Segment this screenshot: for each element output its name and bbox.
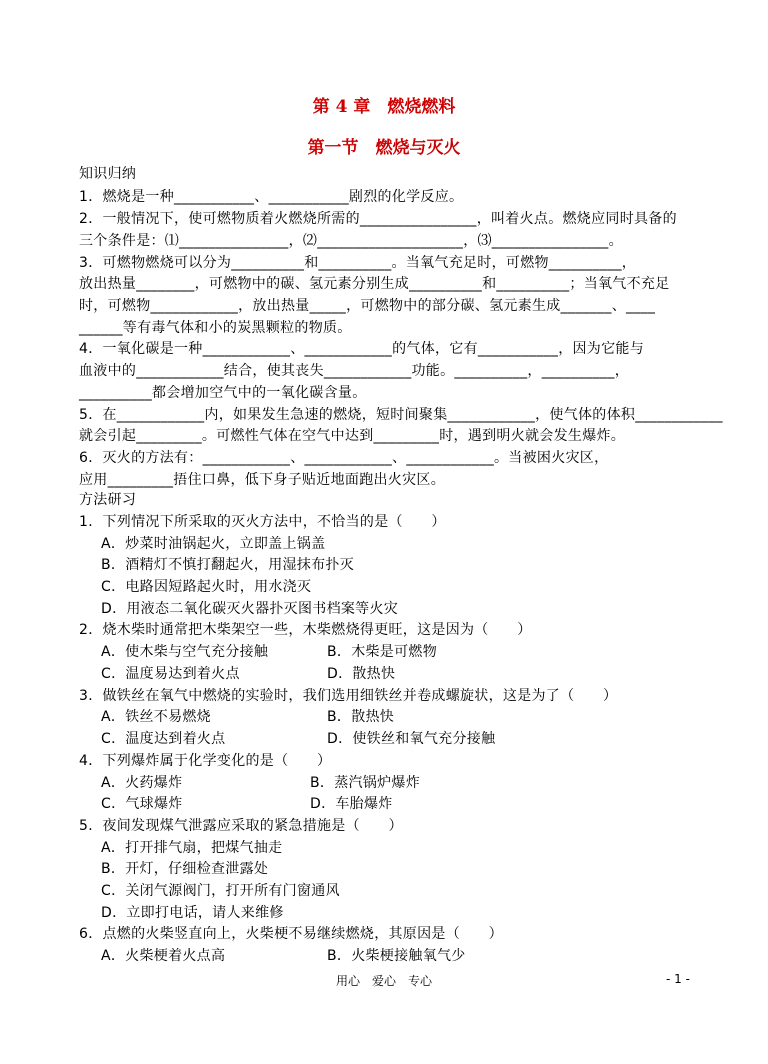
question-stem: 3．做铁丝在氧气中燃烧的实验时，我们选用细铁丝并卷成螺旋状，这是为了（ ）	[79, 688, 618, 704]
question-stem: 6．点燃的火柴竖直向上，火柴梗不易继续燃烧，其原因是（ ）	[79, 926, 503, 942]
option-d: D．使铁丝和氧气充分接触	[327, 731, 496, 747]
methods-heading: 方法研习	[79, 492, 137, 508]
knowledge-line: 就会引起_________。可燃性气体在空气中达到_________时，遇到明火就会发生爆炸。	[79, 428, 626, 444]
option-d: D．车胎爆炸	[310, 796, 393, 812]
option-b: B．蒸汽锅炉爆炸	[310, 775, 421, 791]
option-a: A．火柴梗着火点高	[101, 948, 226, 964]
option-b: B．火柴梗接触氧气少	[327, 948, 466, 964]
knowledge-line: 时，可燃物____________，放出热量_____，可燃物中的部分碳、氢元素生成_______、____	[79, 298, 656, 314]
knowledge-line: 6．灭火的方法有：____________、____________、____________。当被困火灾区，	[79, 450, 609, 466]
option-c: C．温度达到着火点	[101, 731, 226, 747]
knowledge-line: ______等有毒气体和小的炭黑颗粒的物质。	[79, 320, 352, 336]
question-stem: 1．下列情况下所采取的灭火方法中，不恰当的是（ ）	[79, 514, 446, 530]
knowledge-line: 4．一氧化碳是一种____________、____________的气体，它有___________，因为它能与	[79, 341, 645, 357]
knowledge-line: 血液中的____________结合，使其丧失____________功能。__________，__________，	[79, 363, 629, 379]
option-a: A．火药爆炸	[101, 775, 183, 791]
option-a: A．打开排气扇，把煤气抽走	[101, 840, 283, 856]
question-stem: 2．烧木柴时通常把木柴架空一些，木柴燃烧得更旺，这是因为（ ）	[79, 622, 532, 638]
knowledge-line: 1．燃烧是一种___________、___________剧烈的化学反应。	[79, 189, 464, 205]
option-d: D．用液态二氧化碳灭火器扑灭图书档案等火灾	[101, 601, 399, 617]
question-stem: 5．夜间发现煤气泄露应采取的紧急措施是（ ）	[79, 818, 403, 834]
knowledge-line: 5．在____________内，如果发生急速的燃烧，短时间聚集____________，使气体的体积____________	[79, 407, 723, 423]
knowledge-line: 应用_________捂住口鼻，低下身子贴近地面跑出火灾区。	[79, 472, 445, 488]
section-title: 第一节 燃烧与灭火	[307, 138, 461, 158]
option-b: B．酒精灯不慎打翻起火，用湿抹布扑灭	[101, 557, 355, 573]
chapter-title: 第 4 章 燃烧燃料	[312, 97, 456, 117]
option-b: B．开灯，仔细检查泄露处	[101, 861, 269, 877]
option-a: A．炒菜时油锅起火，立即盖上锅盖	[101, 536, 326, 552]
option-c: C．温度易达到着火点	[101, 666, 240, 682]
option-c: C．关闭气源阀门，打开所有门窗通风	[101, 883, 340, 899]
option-a: A．铁丝不易燃烧	[101, 709, 211, 725]
knowledge-line: 三个条件是：⑴_______________，⑵____________________，⑶________________。	[79, 233, 623, 249]
option-d: D．散热快	[327, 666, 396, 682]
option-d: D．立即打电话，请人来维修	[101, 905, 284, 921]
page-number: - 1 -	[666, 972, 690, 986]
knowledge-line: 2．一般情况下，使可燃物质着火燃烧所需的________________，叫着火点。燃烧应同时具备的	[79, 211, 677, 227]
option-b: B．木柴是可燃物	[327, 644, 438, 660]
option-a: A．使木柴与空气充分接触	[101, 644, 269, 660]
option-b: B．散热快	[327, 709, 395, 725]
knowledge-line: 3．可燃物燃烧可以分为__________和__________。当氧气充足时，可燃物__________，	[79, 255, 637, 271]
knowledge-line: __________都会增加空气中的一氧化碳含量。	[79, 385, 367, 401]
option-c: C．气球爆炸	[101, 796, 183, 812]
knowledge-line: 放出热量________，可燃物中的碳、氢元素分别生成__________和__________；当氧气不充足	[79, 276, 670, 292]
question-stem: 4．下列爆炸属于化学变化的是（ ）	[79, 753, 332, 769]
knowledge-heading: 知识归纳	[79, 166, 137, 182]
option-c: C．电路因短路起火时，用水浇灭	[101, 579, 312, 595]
footer-motto: 用心 爱心 专心	[335, 974, 432, 988]
